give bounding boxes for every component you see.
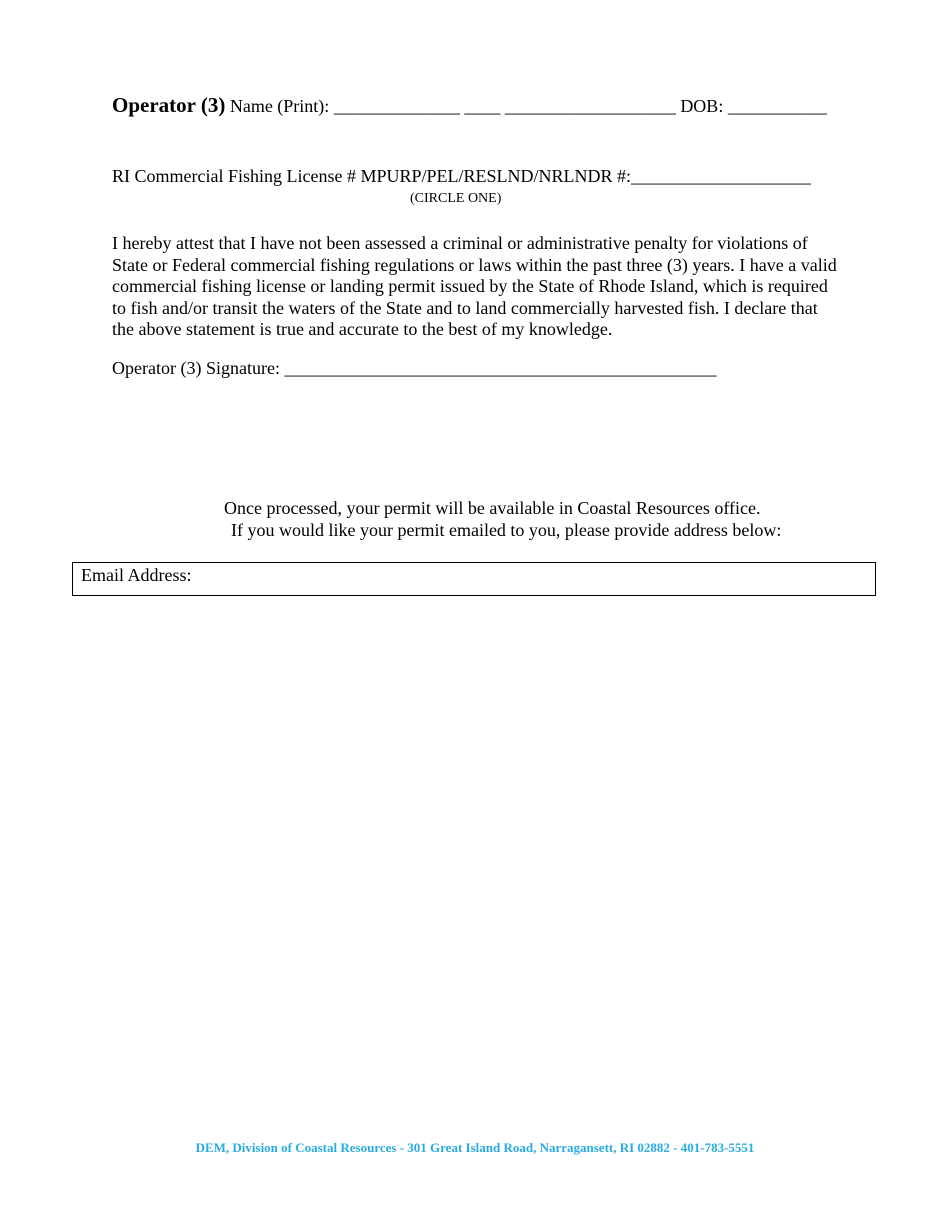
email-address-field[interactable] — [72, 562, 876, 596]
circle-one-note: (CIRCLE ONE) — [410, 191, 502, 206]
license-number-field[interactable]: ____________________ — [631, 166, 812, 186]
name-print-label: Name (Print): — [229, 96, 330, 116]
signature-field[interactable]: ________________________________________________ — [284, 358, 717, 378]
license-label: RI Commercial Fishing License # MPURP/PEL/RESLND/NRLNDR #: — [112, 166, 632, 186]
license-row — [112, 166, 811, 187]
email-address-label: Email Address: — [81, 565, 192, 585]
name-print-field[interactable]: ______________ ____ ___________________ — [333, 96, 676, 116]
processing-note-line1: Once processed, your permit will be available in Coastal Resources office. — [224, 498, 761, 518]
attestation-statement: I hereby attest that I have not been assessed a criminal or administrative penalty for violations of State or Federal commercial fishing regulations or laws within the past three (3) years. I have a valid commercial fishing license or landing permit issued by the State of Rhode Island, which is required to fish and/or transit the waters of the State and to land commercially harvested fish. I declare that the above statement is true and accurate to the best of my knowledge. — [112, 233, 837, 339]
operator-name-row — [112, 93, 827, 118]
processing-note-line2: If you would like your permit emailed to you, please provide address below: — [231, 520, 782, 540]
operator-heading: Operator (3) — [112, 93, 226, 117]
signature-row — [112, 358, 716, 379]
dob-label: DOB: — [680, 96, 724, 116]
dob-field[interactable]: ___________ — [727, 96, 827, 116]
footer-contact: DEM, Division of Coastal Resources - 301 Great Island Road, Narragansett, RI 02882 - 401-783-5551 — [195, 1140, 755, 1155]
signature-label: Operator (3) Signature: — [112, 358, 280, 378]
